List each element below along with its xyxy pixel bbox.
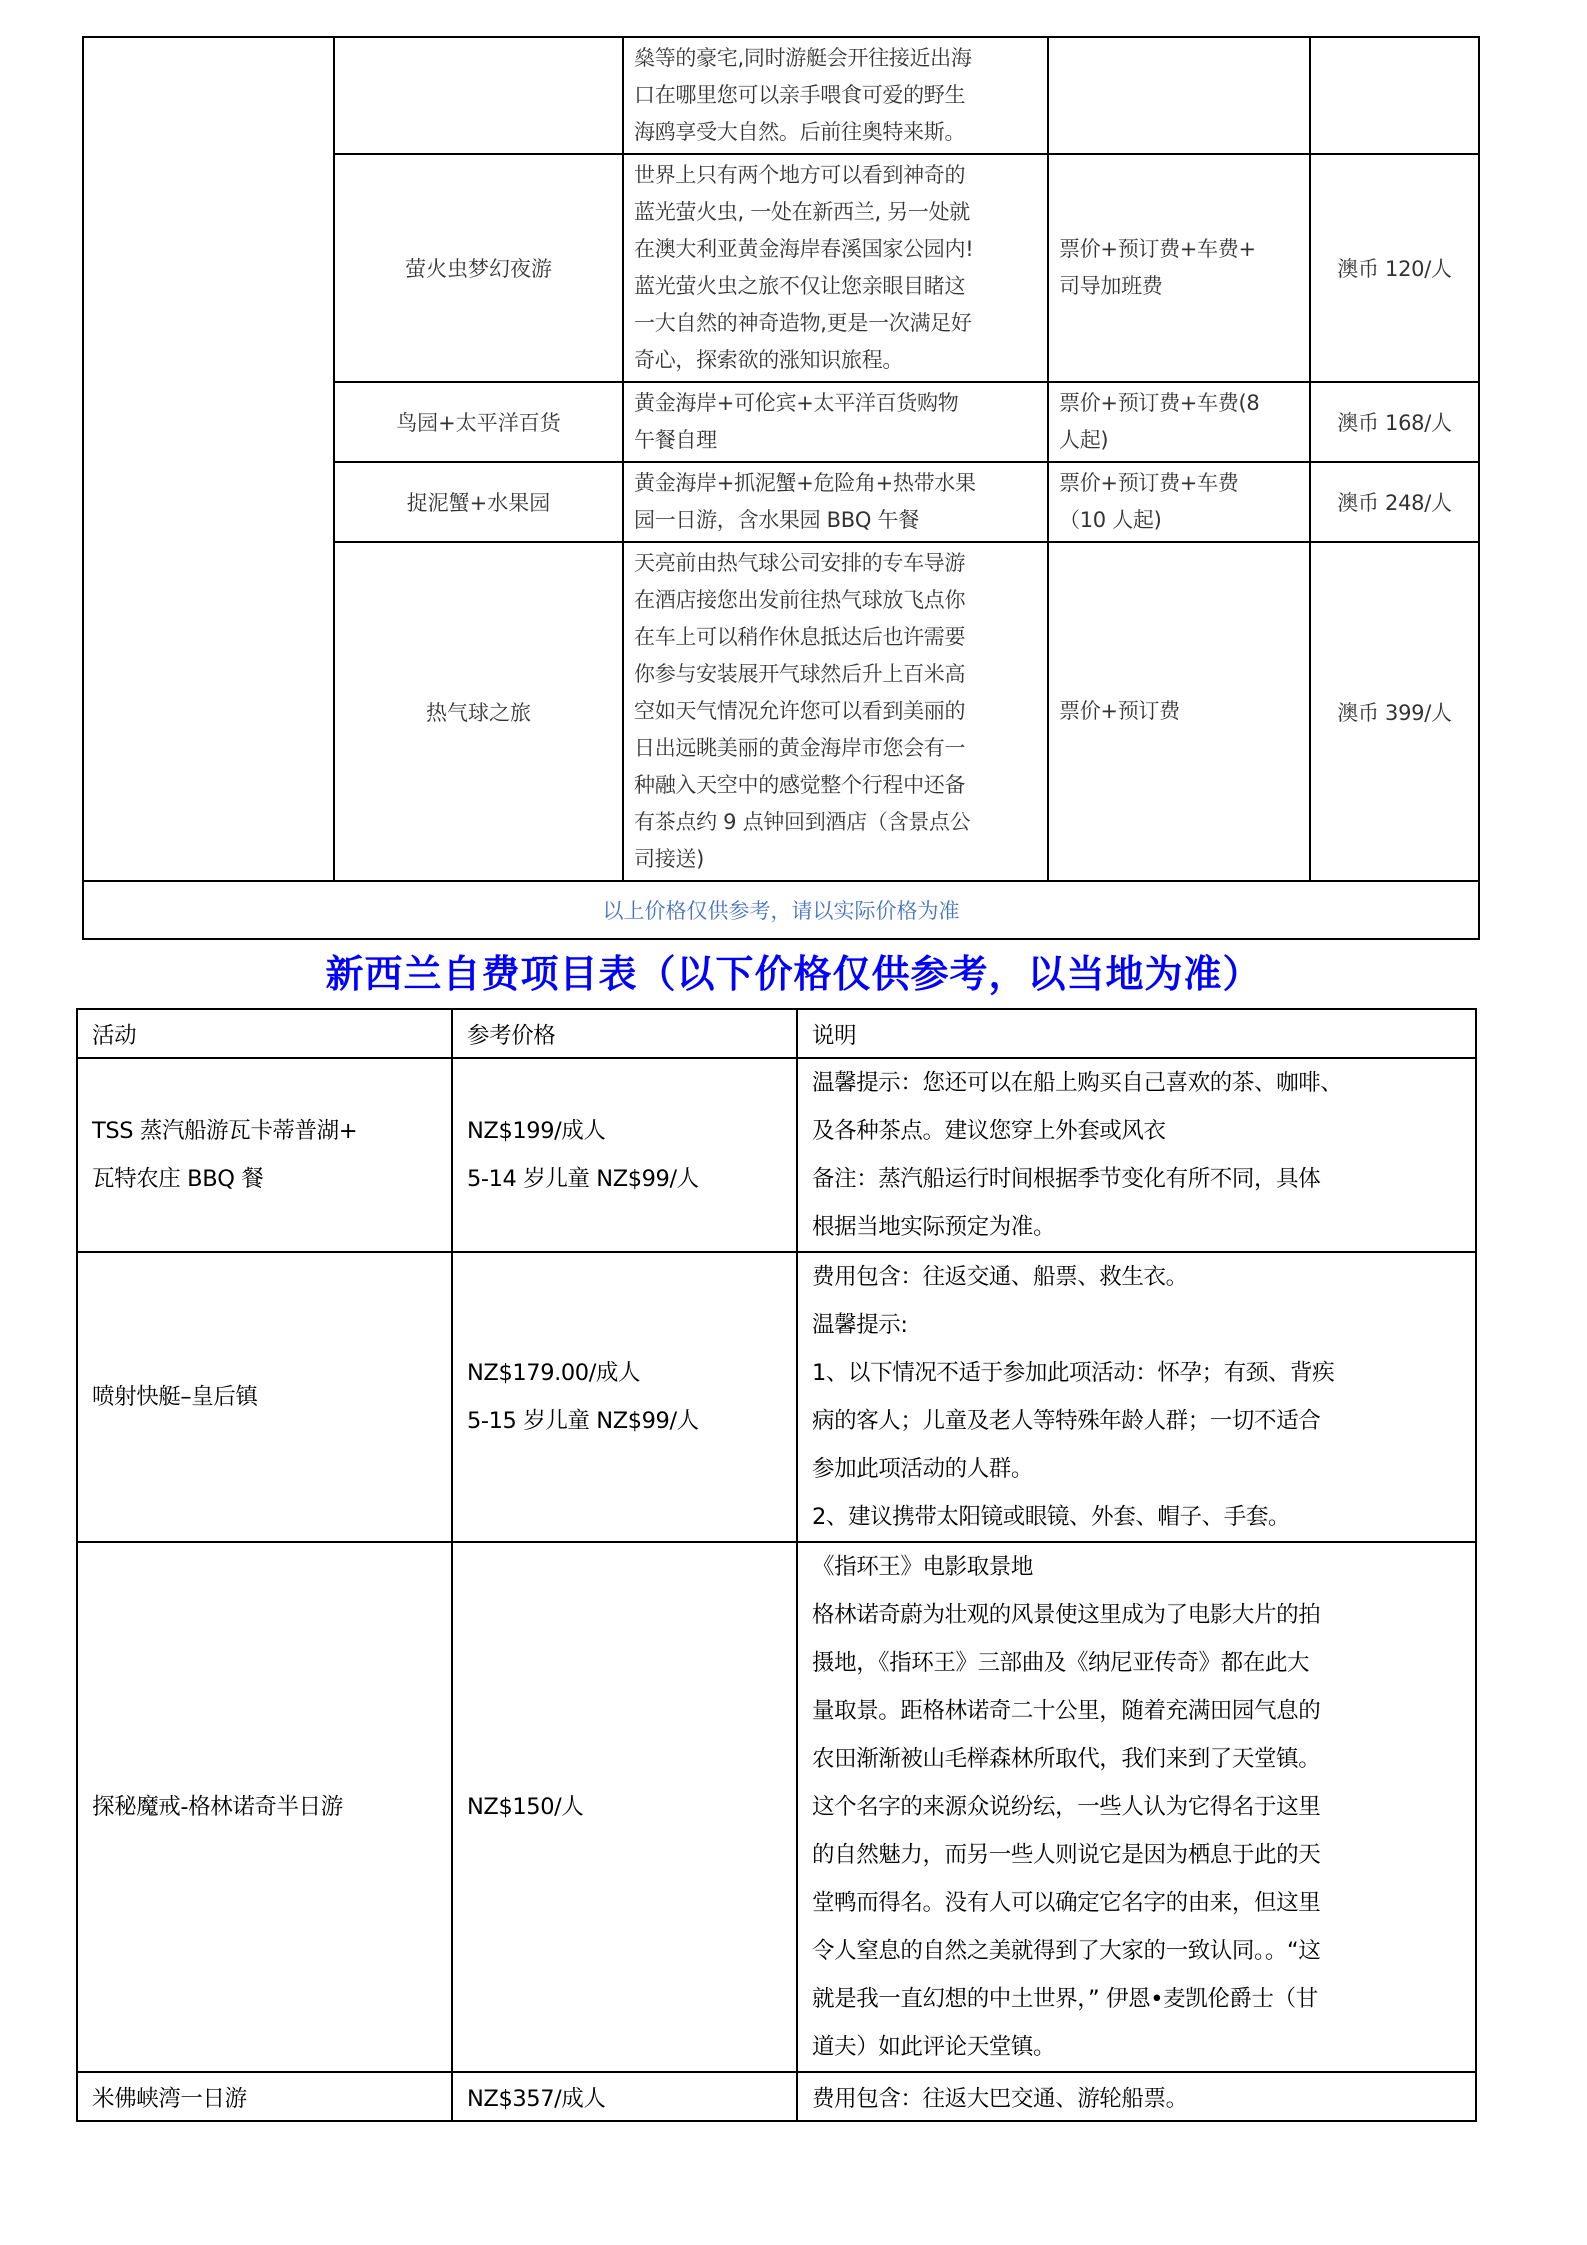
table-row [77, 1252, 1476, 1542]
activity-line: 喷射快艇–皇后镇 [92, 1384, 258, 1410]
description-line: 司接送) [634, 847, 704, 871]
description-line: 病的客人；儿童及老人等特殊年龄人群；一切不适合 [812, 1408, 1321, 1434]
tour-name: 萤火虫梦幻夜游 [334, 154, 623, 382]
fee-line: 票价+预订费+车费+ [1059, 237, 1256, 261]
tour-price: 澳币 168/人 [1310, 382, 1479, 462]
activity-line: TSS 蒸汽船游瓦卡蒂普湖+ [92, 1118, 358, 1144]
description-line: 口在哪里您可以亲手喂食可爱的野生 [634, 83, 966, 107]
price-line: NZ$150/人 [467, 1794, 584, 1820]
tour-price [1310, 37, 1479, 154]
tour-description [623, 542, 1048, 881]
description-line: 奇心，探索欲的涨知识旅程。 [634, 348, 904, 372]
tour-fee-items [1048, 37, 1310, 154]
description-line: 令人窒息的自然之美就得到了大家的一致认同。。“这 [812, 1938, 1321, 1964]
description-line: 这个名字的来源众说纷纭，一些人认为它得名于这里 [812, 1794, 1321, 1820]
note-row [83, 881, 1479, 939]
tour-price: 澳币 399/人 [1310, 542, 1479, 881]
tour-fee-items [1048, 542, 1310, 881]
activity-line: 探秘魔戒-格林诺奇半日游 [92, 1794, 343, 1820]
tour-description [623, 37, 1048, 154]
table-row [77, 1058, 1476, 1252]
nz-optional-tours-table [76, 1008, 1477, 2122]
table-row [83, 37, 1479, 154]
fee-line: 票价+预订费+车费 [1059, 471, 1239, 495]
price-disclaimer-note: 以上价格仅供参考，请以实际价格为准 [83, 881, 1479, 939]
tour-price: 澳币 248/人 [1310, 462, 1479, 542]
description-line: 在酒店接您出发前往热气球放飞点你 [634, 588, 966, 612]
table-row [77, 1542, 1476, 2072]
fee-line: 司导加班费 [1059, 274, 1163, 298]
column-header-activity: 活动 [77, 1009, 452, 1058]
description-line: 海鸥享受大自然。后前往奥特来斯。 [634, 120, 966, 144]
activity-cell: 米佛峡湾一日游 [77, 2072, 452, 2121]
description-line: 参加此项活动的人群。 [812, 1456, 1034, 1482]
column-header-description: 说明 [797, 1009, 1476, 1058]
activity-cell [77, 1542, 452, 2072]
tour-fee-items [1048, 154, 1310, 382]
tour-name: 热气球之旅 [334, 542, 623, 881]
description-line: 费用包含：往返交通、船票、救生衣。 [812, 1264, 1188, 1290]
description-line: 根据当地实际预定为准。 [812, 1214, 1056, 1240]
description-line: 在澳大利亚黄金海岸春溪国家公园内! [634, 237, 974, 261]
description-line: 1、以下情况不适于参加此项活动：怀孕；有颈、背疾 [812, 1360, 1335, 1386]
fee-line: 票价+预订费 [1059, 699, 1180, 723]
description-line: 农田渐渐被山毛榉森林所取代，我们来到了天堂镇。 [812, 1746, 1321, 1772]
description-line: 燊等的豪宅,同时游艇会开往接近出海 [634, 46, 972, 70]
price-cell: NZ$357/成人 [452, 2072, 797, 2121]
description-line: 园一日游，含水果园 BBQ 午餐 [634, 508, 919, 532]
description-line: 2、建议携带太阳镜或眼镜、外套、帽子、手套。 [812, 1504, 1291, 1530]
description-line: 就是我一直幻想的中土世界，” 伊恩•麦凯伦爵士（甘 [812, 1986, 1318, 2012]
description-line: 温馨提示：您还可以在船上购买自己喜欢的茶、咖啡、 [812, 1070, 1343, 1096]
column-header-price: 参考价格 [452, 1009, 797, 1058]
price-line: NZ$199/成人 [467, 1118, 606, 1144]
tour-fee-items [1048, 462, 1310, 542]
description-cell [797, 1252, 1476, 1542]
price-cell [452, 1542, 797, 2072]
description-line: 在车上可以稍作休息抵达后也许需要 [634, 625, 966, 649]
fee-line: 人起) [1059, 428, 1109, 452]
activity-cell [77, 1252, 452, 1542]
table-row [77, 2072, 1476, 2121]
table-header-row [77, 1009, 1476, 1058]
description-line: 天亮前由热气球公司安排的专车导游 [634, 551, 966, 575]
description-cell [797, 1058, 1476, 1252]
description-line: 堂鸭而得名。没有人可以确定它名字的由来，但这里 [812, 1890, 1321, 1916]
description-line: 日出远眺美丽的黄金海岸市您会有一 [634, 736, 966, 760]
region-cell [83, 37, 334, 881]
description-line: 黄金海岸+可伦宾+太平洋百货购物 [634, 391, 959, 415]
description-line: 及各种茶点。建议您穿上外套或风衣 [812, 1118, 1166, 1144]
description-line: 一大自然的神奇造物,更是一次满足好 [634, 311, 972, 335]
price-line: 5-15 岁儿童 NZ$99/人 [467, 1408, 699, 1434]
description-line: 黄金海岸+抓泥蟹+危险角+热带水果 [634, 471, 976, 495]
description-line: 空如天气情况允许您可以看到美丽的 [634, 699, 966, 723]
description-line: 你参与安装展开气球然后升上百米高 [634, 662, 966, 686]
tour-name: 捉泥蟹+水果园 [334, 462, 623, 542]
description-line: 备注：蒸汽船运行时间根据季节变化有所不同，具体 [812, 1166, 1321, 1192]
description-line: 的自然魅力，而另一些人则说它是因为栖息于此的天 [812, 1842, 1321, 1868]
description-line: 种融入天空中的感觉整个行程中还备 [634, 773, 966, 797]
tour-name: 鸟园+太平洋百货 [334, 382, 623, 462]
price-cell [452, 1252, 797, 1542]
tour-price: 澳币 120/人 [1310, 154, 1479, 382]
au-optional-tours-table [82, 36, 1480, 940]
price-line: NZ$179.00/成人 [467, 1360, 641, 1386]
description-line: 《指环王》电影取景地 [812, 1554, 1034, 1580]
description-line: 格林诺奇蔚为壮观的风景使这里成为了电影大片的拍 [812, 1602, 1321, 1628]
activity-cell [77, 1058, 452, 1252]
activity-line: 瓦特农庄 BBQ 餐 [92, 1166, 264, 1192]
price-line: 5-14 岁儿童 NZ$99/人 [467, 1166, 699, 1192]
description-cell: 费用包含：往返大巴交通、游轮船票。 [797, 2072, 1476, 2121]
description-line: 有茶点约 9 点钟回到酒店（含景点公 [634, 810, 971, 834]
tour-description [623, 462, 1048, 542]
tour-name [334, 37, 623, 154]
tour-description [623, 382, 1048, 462]
description-line: 温馨提示: [812, 1312, 908, 1338]
fee-line: 票价+预订费+车费(8 [1059, 391, 1260, 415]
description-line: 午餐自理 [634, 428, 717, 452]
nz-section-heading: 新西兰自费项目表（以下价格仅供参考，以当地为准） [325, 951, 1262, 996]
description-cell [797, 1542, 1476, 2072]
description-line: 道夫）如此评论天堂镇。 [812, 2034, 1056, 2060]
description-line: 世界上只有两个地方可以看到神奇的 [634, 163, 966, 187]
price-cell [452, 1058, 797, 1252]
description-line: 蓝光萤火虫, 一处在新西兰, 另一处就 [634, 200, 971, 224]
tour-description [623, 154, 1048, 382]
fee-line: （10 人起) [1059, 508, 1162, 532]
description-line: 蓝光萤火虫之旅不仅让您亲眼目睹这 [634, 274, 966, 298]
description-line: 摄地，《指环王》三部曲及《纳尼亚传奇》都在此大 [812, 1650, 1310, 1676]
tour-fee-items [1048, 382, 1310, 462]
description-line: 量取景。距格林诺奇二十公里，随着充满田园气息的 [812, 1698, 1321, 1724]
